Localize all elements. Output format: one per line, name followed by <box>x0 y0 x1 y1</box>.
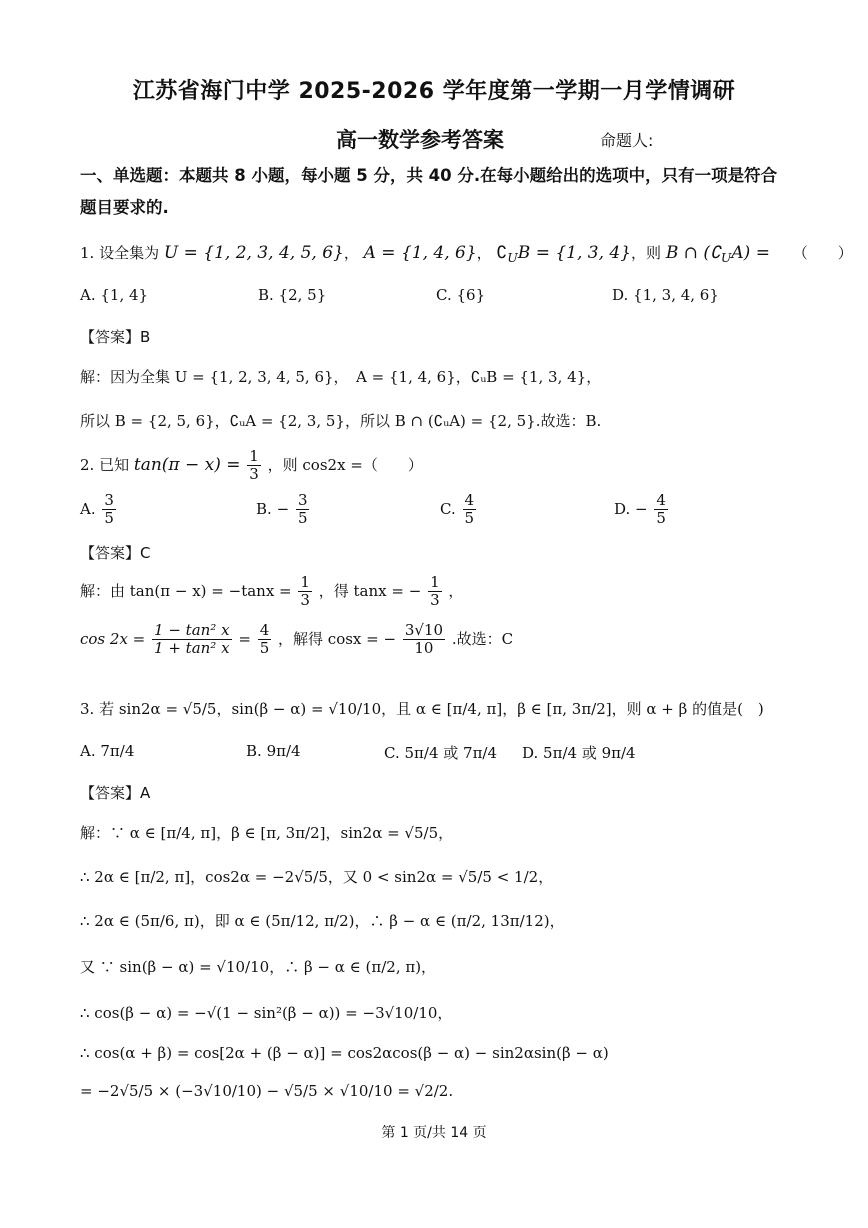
q3-solution-line4: 又 ∵ sin(β − α) = √10/10，∴ β − α ∈ (π/2, π)， <box>80 958 437 976</box>
q2-sol1-end: ， <box>448 581 464 600</box>
q2-sol2-den: 1 + tan² x <box>154 639 230 658</box>
q2-stem-prefix: 2. 已知 <box>80 455 130 474</box>
q2-option-d-sign: − <box>635 499 648 518</box>
q2-option-b-num: 3 <box>297 491 308 509</box>
q2-option-d-fraction <box>654 492 668 528</box>
document-title: 江苏省海门中学 2025-2026 学年度第一学期一月学情调研 <box>132 79 736 104</box>
q1-complement-b: B = {1, 3, 4} <box>517 243 632 263</box>
q2-stem <box>80 448 423 484</box>
q2-option-b <box>256 492 311 528</box>
q2-sol1-fraction-b <box>428 574 442 610</box>
q2-stem-suffix: ，则 cos2x =（ ） <box>267 455 423 474</box>
q2-option-c <box>440 492 478 528</box>
q2-sol2-mid: ，解得 cosx = − <box>278 629 397 648</box>
q3-stem: 3. 若 sin2α = √5/5，sin(β − α) = √10/10，且 α ∈ [π/4, π]，β ∈ [π, 3π/2]，则 α + β 的值是( ) <box>80 700 764 718</box>
q2-option-a-label: A. <box>80 499 96 518</box>
q1-option-a: A. {1, 4} <box>80 286 149 304</box>
q3-option-c-label: C. <box>384 744 400 762</box>
q2-option-c-label: C. <box>440 499 456 518</box>
q2-option-a-den: 5 <box>104 509 114 528</box>
q3-option-d-text: 5π/4 或 9π/4 <box>543 744 636 762</box>
q1-option-b: B. {2, 5} <box>258 286 327 304</box>
section-heading <box>80 160 800 224</box>
q1-solution-line2: 所以 B = {2, 5, 6}，∁ᵤA = {2, 3, 5}，所以 B ∩ (∁ᵤA) = {2, 5}.故选：B. <box>80 412 602 430</box>
q3-answer: 【答案】A <box>80 784 151 802</box>
q2-sol2-num: 1 − tan² x <box>154 621 230 639</box>
q3-option-b <box>246 742 301 760</box>
author-label: 命题人: <box>600 131 654 150</box>
q1-stem: 1. 设全集为 U = {1, 2, 3, 4, 5, 6}， A = {1, 4, 6}， $∁_UB = \{1$, 3, 4}，则 B ∩ $(∁_UA)$ = （ ） <box>80 243 853 265</box>
q3-solution-line2: ∴ 2α ∈ [π/2, π]，cos2α = −2√5/5，又 0 < sin2α = √5/5 < 1/2， <box>80 868 554 886</box>
q1-complement-symbol: ∁ <box>496 243 508 263</box>
section-heading-line2: 题目要求的. <box>80 198 169 217</box>
q3-option-c-text: 5π/4 或 7π/4 <box>404 744 498 762</box>
page-footer: 第 1 页/共 14 页 <box>381 1125 487 1141</box>
q2-option-b-sign: − <box>276 499 290 518</box>
q1-stem-prefix: 1. 设全集为 <box>80 244 160 262</box>
q1-set-a: A = {1, 4, 6} <box>363 243 477 263</box>
q1-set-u: U = {1, 2, 3, 4, 5, 6} <box>163 243 344 263</box>
q3-solution-line3: ∴ 2α ∈ (5π/6, π)，即 α ∈ (5π/12, π/2)，∴ β − α ∈ (π/2, 13π/12)， <box>80 912 565 930</box>
q3-option-d-label: D. <box>522 744 539 762</box>
q2-solution-line2 <box>80 622 513 658</box>
q2-option-b-fraction <box>296 492 310 528</box>
q2-stem-fraction <box>247 448 261 484</box>
q2-sol2-result <box>258 622 272 658</box>
document-subtitle: 高一数学参考答案 <box>336 128 504 152</box>
q1-answer: 【答案】B <box>80 328 151 346</box>
q1-option-d: D. {1, 3, 4, 6} <box>612 286 719 304</box>
q2-option-d <box>614 492 670 528</box>
q2-option-d-num: 4 <box>656 491 666 509</box>
q2-sol1-mid: ，得 tanx = − <box>318 581 422 600</box>
q1-expr-rest: A) = <box>731 243 770 263</box>
q2-solution-line1 <box>80 574 463 610</box>
q2-option-c-fraction <box>463 492 477 528</box>
q3-option-a-label: A. <box>80 742 96 760</box>
q2-option-b-label: B. <box>256 499 272 518</box>
q2-sol1-b-num: 1 <box>430 573 440 591</box>
q1-option-c: C. {6} <box>436 286 486 304</box>
q3-option-b-label: B. <box>246 742 262 760</box>
q2-sol1-b-den: 3 <box>430 591 440 610</box>
q2-sol2-eq: = <box>238 629 251 648</box>
q2-option-c-den: 5 <box>464 509 475 528</box>
q2-option-c-num: 4 <box>464 491 475 509</box>
section-heading-line1: 一、单选题：本题共 8 小题，每小题 5 分，共 40 分.在每小题给出的选项中，只有一项是符合 <box>80 166 778 185</box>
q2-option-d-label: D. <box>614 499 631 518</box>
q1-expr: B ∩ (∁ <box>665 243 721 263</box>
q3-option-c <box>384 742 497 763</box>
q1-blank: （ ） <box>792 244 853 262</box>
q2-sol2-fraction <box>152 622 232 658</box>
q2-option-b-den: 5 <box>297 509 308 528</box>
q2-stem-expr: tan(π − x) = <box>133 454 241 475</box>
q2-sol2-lhs: cos 2x = <box>80 629 146 648</box>
q3-solution-line5: ∴ cos(β − α) = −√(1 − sin²(β − α)) = −3√10/10， <box>80 1004 453 1022</box>
q3-option-b-text: 9π/4 <box>266 742 301 760</box>
q3-option-d <box>522 742 636 763</box>
q2-option-a-fraction <box>102 492 116 528</box>
q2-sol2-end: .故选：C <box>451 629 514 648</box>
q3-solution-line1: 解：∵ α ∈ [π/4, π]，β ∈ [π, 3π/2]，sin2α = √5/5， <box>80 824 454 842</box>
q2-stem-den: 3 <box>249 465 259 484</box>
q2-sol2-cos-fraction <box>403 622 445 658</box>
q2-sol1-fraction-a <box>298 574 312 610</box>
q2-sol1-a-num: 1 <box>300 573 310 591</box>
q1-solution-line1: 解：因为全集 U = {1, 2, 3, 4, 5, 6}， A = {1, 4, 6}，∁ᵤB = {1, 3, 4}， <box>80 368 602 386</box>
q2-sol1-prefix: 解：由 tan(π − x) = −tanx = <box>80 581 292 600</box>
q3-option-a <box>80 742 134 760</box>
q2-sol2-cos-den: 10 <box>414 639 434 658</box>
q2-stem-num: 1 <box>249 447 259 465</box>
q2-option-a <box>80 492 118 528</box>
q2-sol2-result-num: 4 <box>259 621 270 639</box>
q2-answer: 【答案】C <box>80 544 151 562</box>
q1-then: ，则 <box>631 244 662 262</box>
q3-option-a-text: 7π/4 <box>100 742 135 760</box>
q3-solution-line6: ∴ cos(α + β) = cos[2α + (β − α)] = cos2αcos(β − α) − sin2αsin(β − α) <box>80 1044 609 1062</box>
q2-option-a-num: 3 <box>104 491 114 509</box>
q2-sol2-cos-num: 3√10 <box>404 621 444 639</box>
q2-option-d-den: 5 <box>656 509 666 528</box>
q3-solution-line7: = −2√5/5 × (−3√10/10) − √5/5 × √10/10 = √2/2. <box>80 1082 454 1100</box>
q2-sol2-result-den: 5 <box>259 639 270 658</box>
q2-sol1-a-den: 3 <box>300 591 310 610</box>
